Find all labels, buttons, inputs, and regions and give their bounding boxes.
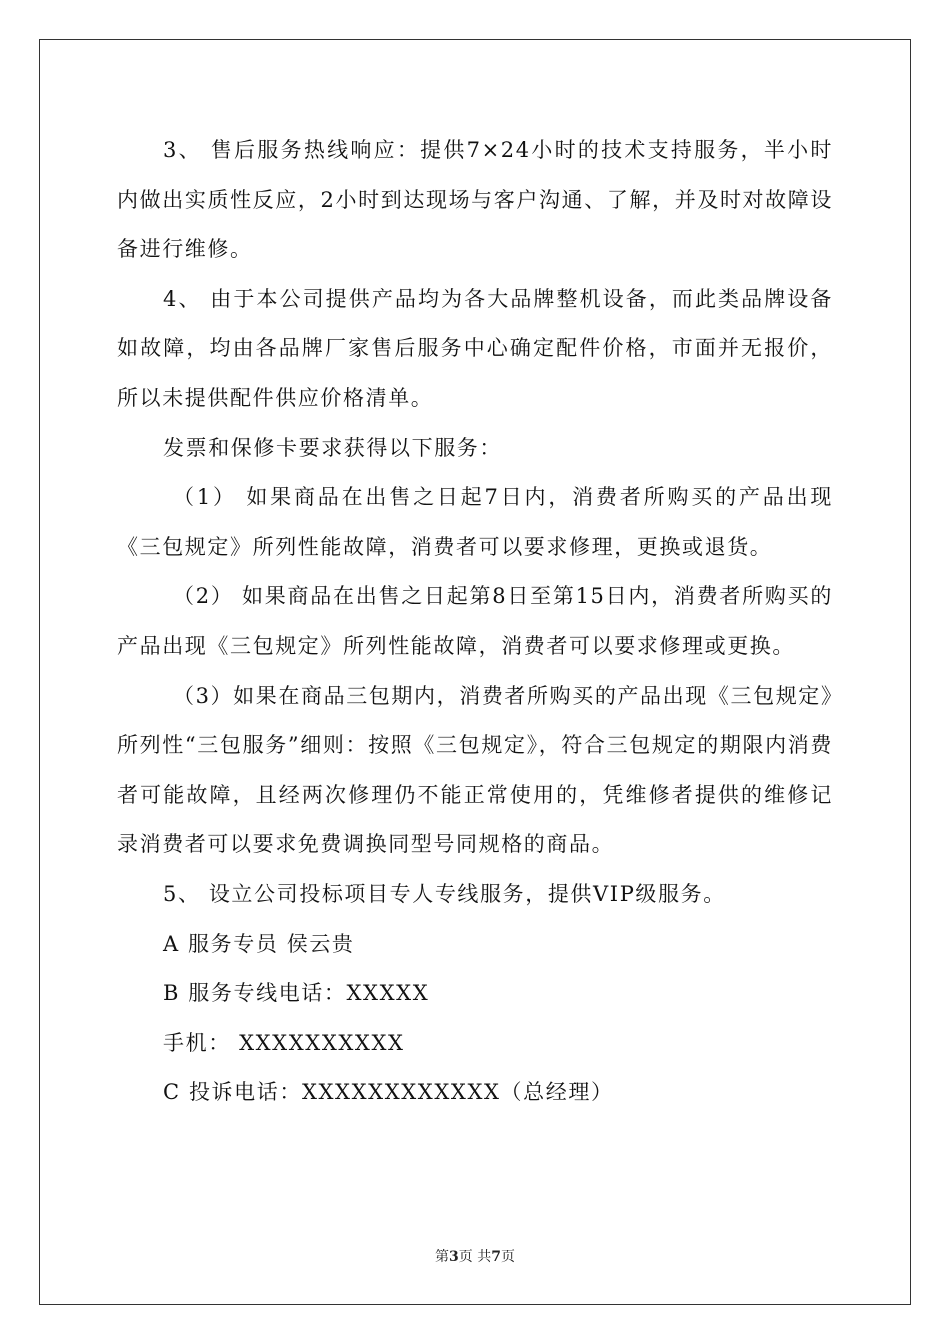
footer-prefix: 第 <box>435 1249 450 1265</box>
paragraph-5-dedicated-service: 5、 设立公司投标项目专人专线服务，提供VIP级服务。 <box>163 881 726 906</box>
paragraph-item-3: （3）如果在商品三包期内，消费者所购买的产品出现《三包规定》所列性“三包服务”细则：按照《三包规定》，符合三包规定的期限内消费者可能故障，且经两次修理仍不能正常使用的，凭维修者提供的维修记录消费者可以要求免费调换同型号同规格的商品。 <box>117 683 833 857</box>
contact-service-specialist: A 服务专员 侯云贵 <box>163 931 355 956</box>
document-body <box>117 126 833 1118</box>
paragraph-3-hotline: 3、 售后服务热线响应：提供7×24小时的技术支持服务，半小时内做出实质性反应，2小时到达现场与客户沟通、了解，并及时对故障设备进行维修。 <box>117 138 833 262</box>
contact-complaint-phone: C 投诉电话：XXXXXXXXXXXX（总经理） <box>163 1080 614 1105</box>
paragraph-item-2: （2） 如果商品在出售之日起第8日至第15日内，消费者所购买的产品出现《三包规定》所列性能故障，消费者可以要求修理或更换。 <box>117 584 833 658</box>
page-footer <box>0 1246 950 1266</box>
footer-page-number: 3 <box>449 1249 459 1265</box>
footer-mid: 页 共 <box>458 1249 492 1265</box>
paragraph-item-1: （1） 如果商品在出售之日起7日内，消费者所购买的产品出现《三包规定》所列性能故障，消费者可以要求修理，更换或退货。 <box>117 485 833 559</box>
contact-service-phone: B 服务专线电话：XXXXX <box>163 981 430 1006</box>
contact-mobile: 手机： XXXXXXXXXX <box>163 1030 405 1055</box>
paragraph-invoice-warranty: 发票和保修卡要求获得以下服务： <box>163 435 502 460</box>
paragraph-4-parts-pricing: 4、 由于本公司提供产品均为各大品牌整机设备，而此类品牌设备如故障，均由各品牌厂家售后服务中心确定配件价格，市面并无报价，所以未提供配件供应价格清单。 <box>117 286 833 410</box>
footer-suffix: 页 <box>500 1249 515 1265</box>
footer-total-pages: 7 <box>491 1249 501 1265</box>
